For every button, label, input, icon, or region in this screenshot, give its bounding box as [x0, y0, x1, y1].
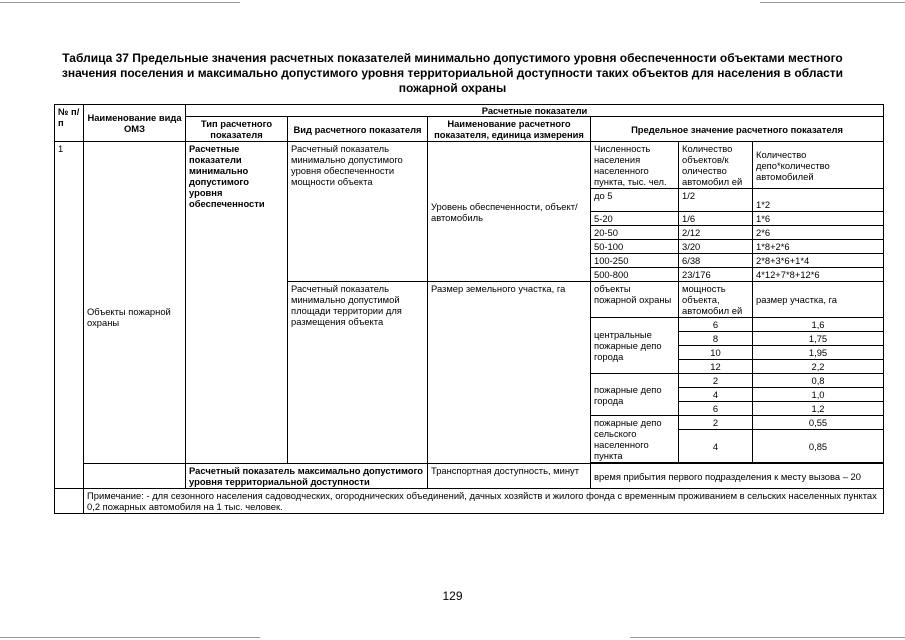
- page-number: 129: [442, 589, 463, 603]
- header-omz: Наименование вида ОМЗ: [84, 105, 186, 142]
- depot-cell: 1,2: [753, 402, 884, 416]
- sub1-head-0: Численность населения населенного пункта, тыс. чел.: [591, 142, 679, 189]
- note: Примечание: - для сезонного населения садоводческих, огороднических объединений, дачных хозяйств и жилого фонда с временным проживанием в сельских населенных пунктах 0,2 пожарных автомобиля на 1 тыс. человек.: [84, 489, 884, 514]
- sub2-head-0: объекты пожарной охраны: [591, 282, 679, 318]
- table-title: Таблица 37 Предельные значения расчетных показателей минимально допустимого уровня обеспеченности объектами местного значения поселения и максимально допустимого уровня территориальной доступности таких объектов для населения в области пожарной охраны: [61, 51, 844, 95]
- sub1-cell: 1/2: [679, 189, 753, 212]
- table-row: [55, 142, 884, 189]
- sub1-cell: 23/176: [679, 268, 753, 282]
- sub1-cell: 1*8+2*6: [753, 240, 884, 254]
- header-group: Расчетные показатели: [186, 105, 884, 117]
- central-cell: 6: [679, 318, 753, 332]
- sub1-cell: до 5: [591, 189, 679, 212]
- header-row-1: [55, 105, 884, 117]
- depot-cell: 4: [679, 388, 753, 402]
- central-cell: 1,95: [753, 346, 884, 360]
- central-cell: 8: [679, 332, 753, 346]
- sub1-head-2: Количество депо*количество автомобилей: [753, 142, 884, 189]
- central-cell: 1,75: [753, 332, 884, 346]
- rural-depot-label: пожарные депо сельского населенного пункта: [591, 416, 679, 463]
- note-num-cell: [55, 489, 84, 514]
- central-cell: 10: [679, 346, 753, 360]
- depot-cell: 0,8: [753, 374, 884, 388]
- central-cell: 2,2: [753, 360, 884, 374]
- sub1-cell: 50-100: [591, 240, 679, 254]
- sub1-cell: 2/12: [679, 226, 753, 240]
- type-2: Расчетный показатель максимально допустимого уровня территориальной доступности: [186, 464, 428, 489]
- sub1-cell: 5-20: [591, 212, 679, 226]
- rural-cell: 0,85: [753, 430, 884, 463]
- rural-cell: 0,55: [753, 416, 884, 430]
- sub1-cell: 2*6: [753, 226, 884, 240]
- name-3: Транспортная доступность, минут: [428, 464, 591, 489]
- sub1-cell: 1*6: [753, 212, 884, 226]
- table-row: [55, 464, 884, 489]
- city-depot-label: пожарные депо города: [591, 374, 679, 416]
- name-1: Уровень обеспеченности, объект/автомобиль: [428, 142, 591, 282]
- omz-name: Объекты пожарной охраны: [84, 142, 186, 464]
- depot-cell: 2: [679, 374, 753, 388]
- sub1-head-1: Количество объектов/к оличество автомобил ей: [679, 142, 753, 189]
- row-num: 1: [55, 142, 84, 489]
- note-row: [55, 489, 884, 514]
- sub1-cell: 20-50: [591, 226, 679, 240]
- header-type: Тип расчетного показателя: [186, 117, 288, 142]
- sub2-head-1: мощность объекта, автомобил ей: [679, 282, 753, 318]
- depot-cell: 1,0: [753, 388, 884, 402]
- indicators-table: [54, 104, 884, 514]
- header-limit: Предельное значение расчетного показателя: [591, 117, 884, 142]
- central-cell: 1,6: [753, 318, 884, 332]
- limit-3: время прибытия первого подразделения к месту вызова – 20: [591, 464, 884, 489]
- header-name-unit: Наименование расчетного показателя, единица измерения: [428, 117, 591, 142]
- header-num: № п/п: [55, 105, 84, 142]
- scan-edge-bottom-left: [0, 637, 260, 638]
- header-kind: Вид расчетного показателя: [288, 117, 428, 142]
- kind-1: Расчетный показатель минимально допустимого уровня обеспеченности мощности объекта: [288, 142, 428, 282]
- kind-2: Расчетный показатель минимально допустимой площади территории для размещения объекта: [288, 282, 428, 464]
- rural-cell: 4: [679, 430, 753, 463]
- sub1-cell: 100-250: [591, 254, 679, 268]
- type-1: Расчетные показатели минимально допустимого уровня обеспеченности: [186, 142, 288, 464]
- scan-edge-top-left: [0, 2, 240, 3]
- sub1-cell: 2*8+3*6+1*4: [753, 254, 884, 268]
- omz-name-continued: [84, 464, 186, 489]
- central-depot-label: центральные пожарные депо города: [591, 318, 679, 374]
- rural-cell: 2: [679, 416, 753, 430]
- sub1-cell: 3/20: [679, 240, 753, 254]
- depot-cell: 6: [679, 402, 753, 416]
- sub1-cell: 1*2: [753, 189, 884, 212]
- sub1-cell: 500-800: [591, 268, 679, 282]
- scan-edge-top-right: [760, 2, 905, 3]
- central-cell: 12: [679, 360, 753, 374]
- name-2: Размер земельного участка, га: [428, 282, 591, 464]
- scan-edge-bottom-right: [630, 637, 905, 638]
- sub2-head-2: размер участка, га: [753, 282, 884, 318]
- sub1-cell: 6/38: [679, 254, 753, 268]
- sub1-cell: 4*12+7*8+12*6: [753, 268, 884, 282]
- sub1-cell: 1/6: [679, 212, 753, 226]
